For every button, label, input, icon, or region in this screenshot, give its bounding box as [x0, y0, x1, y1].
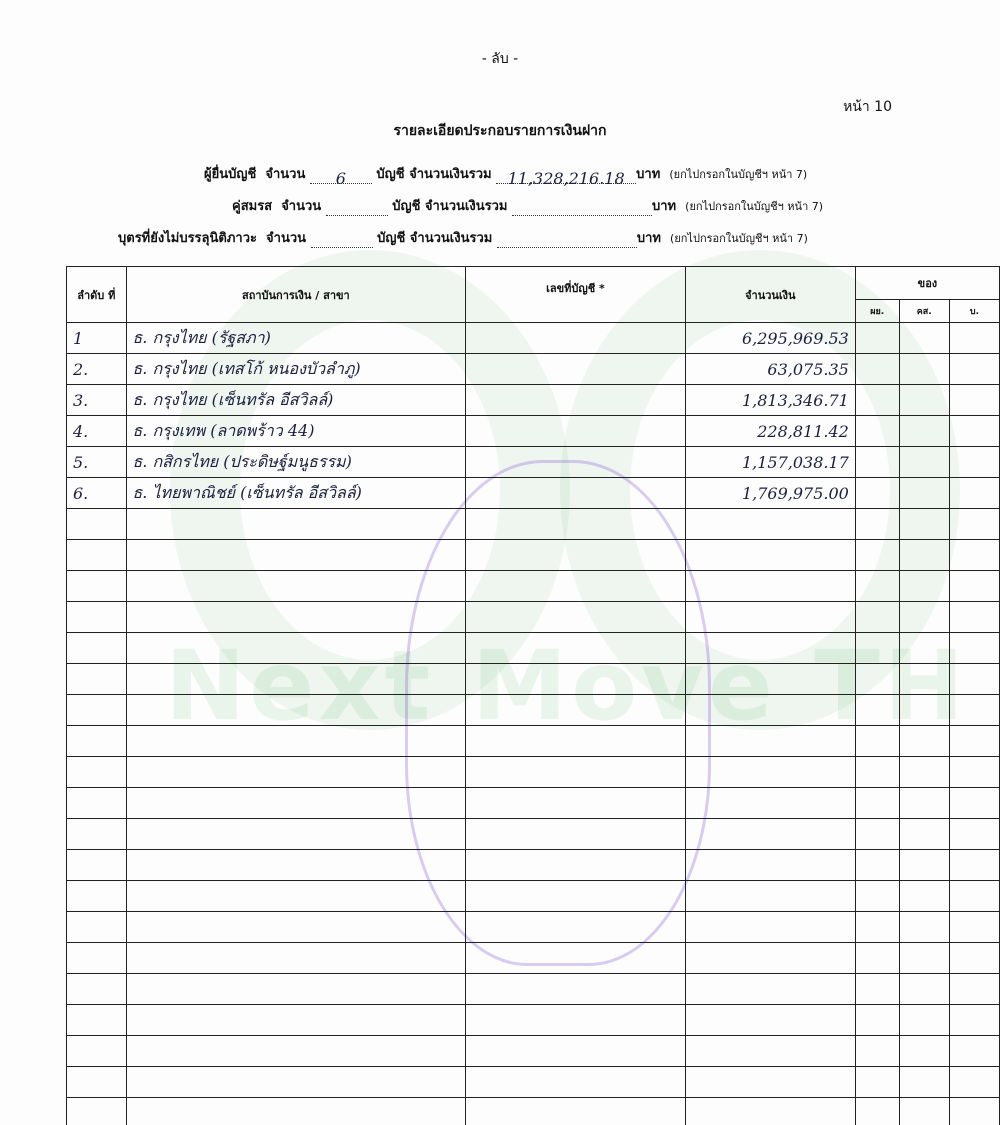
- row-owner-declarant: [855, 385, 899, 416]
- empty-table-row: [67, 943, 1000, 974]
- row-account-no: [466, 695, 686, 726]
- row-amount: [685, 633, 855, 664]
- summary-label: บุตรที่ยังไม่บรรลุนิติภาวะ: [118, 231, 257, 246]
- unit-label: บาท: [636, 231, 661, 246]
- row-index: [67, 1036, 127, 1067]
- row-owner-declarant: [855, 664, 899, 695]
- row-owner-declarant: [855, 1067, 899, 1098]
- row-amount: [685, 974, 855, 1005]
- row-owner-spouse: [899, 509, 949, 540]
- row-owner-spouse: [899, 633, 949, 664]
- row-account-no: [466, 757, 686, 788]
- row-owner-spouse: [899, 726, 949, 757]
- row-account-no: [466, 633, 686, 664]
- row-owner-declarant: [855, 478, 899, 509]
- header-owner-child: บ.: [949, 300, 999, 323]
- row-owner-declarant: [855, 509, 899, 540]
- accounts-label: บัญชี จำนวนเงินรวม: [377, 231, 493, 246]
- row-owner-child: [949, 416, 999, 447]
- row-index: [67, 943, 127, 974]
- empty-table-row: [67, 912, 1000, 943]
- header-account-no: เลขที่บัญชี *: [466, 267, 686, 323]
- row-account-no: [466, 416, 686, 447]
- total-value: [497, 233, 637, 248]
- empty-table-row: [67, 850, 1000, 881]
- note: (ยกไปกรอกในบัญชีฯ หน้า 7): [670, 232, 808, 245]
- row-institution: [126, 664, 466, 695]
- watermark-text: Next Move TH: [165, 630, 969, 742]
- total-value: [512, 201, 652, 216]
- row-index: [67, 1067, 127, 1098]
- classification-label: - ลับ -: [481, 51, 519, 67]
- row-institution: [126, 850, 466, 881]
- row-owner-child: [949, 788, 999, 819]
- page-title: รายละเอียดประกอบรายการเงินฝาก: [393, 123, 607, 139]
- row-account-no: [466, 1067, 686, 1098]
- table-row: [67, 447, 1000, 478]
- table-row: [67, 354, 1000, 385]
- row-amount: 1,769,975.00: [685, 478, 855, 509]
- row-amount: [685, 540, 855, 571]
- row-owner-child: [949, 478, 999, 509]
- header-owner-declarant: ผย.: [855, 300, 899, 323]
- row-index: [67, 819, 127, 850]
- row-institution: [126, 540, 466, 571]
- row-amount: [685, 850, 855, 881]
- row-owner-spouse: [899, 974, 949, 1005]
- row-amount: 1,157,038.17: [685, 447, 855, 478]
- row-amount: 63,075.35: [685, 354, 855, 385]
- row-amount: 228,811.42: [685, 416, 855, 447]
- row-owner-child: [949, 757, 999, 788]
- row-owner-child: [949, 633, 999, 664]
- row-index: [67, 726, 127, 757]
- row-account-no: [466, 447, 686, 478]
- row-amount: 1,813,346.71: [685, 385, 855, 416]
- row-institution: ธ. กสิกรไทย (ประดิษฐ์มนูธรรม): [126, 447, 466, 478]
- row-index: [67, 1005, 127, 1036]
- row-institution: ธ. กรุงเทพ (ลาดพร้าว 44): [126, 416, 466, 447]
- note: (ยกไปกรอกในบัญชีฯ หน้า 7): [685, 200, 824, 213]
- row-index: [67, 571, 127, 602]
- row-owner-spouse: [899, 912, 949, 943]
- row-account-no: [466, 943, 686, 974]
- row-index: [67, 912, 127, 943]
- row-owner-declarant: [855, 602, 899, 633]
- row-owner-spouse: [899, 478, 949, 509]
- row-owner-declarant: [855, 974, 899, 1005]
- row-amount: [685, 695, 855, 726]
- row-owner-child: [949, 385, 999, 416]
- header-institution: สถาบันการเงิน / สาขา: [126, 267, 466, 323]
- row-owner-spouse: [899, 1067, 949, 1098]
- row-amount: [685, 726, 855, 757]
- row-owner-child: [949, 509, 999, 540]
- row-owner-child: [949, 1098, 999, 1125]
- row-account-no: [466, 726, 686, 757]
- row-index: 3.: [67, 385, 127, 416]
- count-value: 6: [310, 169, 372, 184]
- row-owner-spouse: [899, 602, 949, 633]
- row-account-no: [466, 509, 686, 540]
- table-row: [67, 478, 1000, 509]
- empty-table-row: [67, 974, 1000, 1005]
- row-owner-child: [949, 447, 999, 478]
- header-owner: ของ: [855, 267, 999, 300]
- row-owner-spouse: [899, 695, 949, 726]
- row-owner-declarant: [855, 695, 899, 726]
- row-owner-spouse: [899, 416, 949, 447]
- deposit-table: [66, 266, 1000, 1125]
- count-label: จำนวน: [281, 199, 322, 214]
- row-account-no: [466, 788, 686, 819]
- count-label: จำนวน: [266, 231, 307, 246]
- row-owner-declarant: [855, 726, 899, 757]
- row-owner-child: [949, 602, 999, 633]
- row-amount: [685, 881, 855, 912]
- empty-table-row: [67, 726, 1000, 757]
- row-institution: [126, 1067, 466, 1098]
- row-owner-spouse: [899, 757, 949, 788]
- row-institution: [126, 602, 466, 633]
- empty-table-row: [67, 1005, 1000, 1036]
- row-institution: ธ. กรุงไทย (เทสโก้ หนองบัวลำภู): [126, 354, 466, 385]
- row-owner-spouse: [899, 571, 949, 602]
- row-institution: ธ. ไทยพาณิชย์ (เซ็นทรัล อีสวิลล์): [126, 478, 466, 509]
- count-value: [311, 233, 373, 248]
- row-amount: [685, 1067, 855, 1098]
- row-index: [67, 695, 127, 726]
- row-owner-child: [949, 726, 999, 757]
- row-index: [67, 788, 127, 819]
- row-owner-declarant: [855, 540, 899, 571]
- row-amount: [685, 943, 855, 974]
- row-index: 1: [67, 323, 127, 354]
- row-owner-spouse: [899, 447, 949, 478]
- empty-table-row: [67, 881, 1000, 912]
- row-owner-child: [949, 850, 999, 881]
- empty-table-row: [67, 695, 1000, 726]
- row-institution: [126, 943, 466, 974]
- row-amount: [685, 664, 855, 695]
- row-owner-child: [949, 323, 999, 354]
- row-owner-child: [949, 819, 999, 850]
- row-account-no: [466, 540, 686, 571]
- row-owner-child: [949, 664, 999, 695]
- row-owner-spouse: [899, 881, 949, 912]
- row-owner-child: [949, 974, 999, 1005]
- row-index: 2.: [67, 354, 127, 385]
- header-index: ลำดับ ที่: [67, 267, 127, 323]
- row-account-no: [466, 912, 686, 943]
- page-number: หน้า 10: [843, 99, 892, 115]
- row-account-no: [466, 478, 686, 509]
- summary-declarant: [204, 163, 808, 188]
- row-owner-spouse: [899, 354, 949, 385]
- total-value: 11,328,216.18: [496, 169, 636, 184]
- empty-table-row: [67, 571, 1000, 602]
- summary-children: [118, 227, 808, 248]
- row-owner-declarant: [855, 1098, 899, 1125]
- row-account-no: [466, 385, 686, 416]
- row-owner-spouse: [899, 850, 949, 881]
- row-account-no: [466, 602, 686, 633]
- row-institution: [126, 1036, 466, 1067]
- row-owner-child: [949, 1005, 999, 1036]
- empty-table-row: [67, 509, 1000, 540]
- row-owner-child: [949, 912, 999, 943]
- count-value: [326, 201, 388, 216]
- row-amount: [685, 912, 855, 943]
- row-institution: [126, 788, 466, 819]
- header-owner-spouse: คส.: [899, 300, 949, 323]
- row-institution: [126, 881, 466, 912]
- row-owner-declarant: [855, 1036, 899, 1067]
- accounts-label: บัญชี จำนวนเงินรวม: [392, 199, 508, 214]
- row-owner-declarant: [855, 571, 899, 602]
- empty-table-row: [67, 1098, 1000, 1125]
- row-owner-child: [949, 1067, 999, 1098]
- row-amount: [685, 1098, 855, 1125]
- row-institution: [126, 819, 466, 850]
- row-owner-child: [949, 1036, 999, 1067]
- row-account-no: [466, 1036, 686, 1067]
- table-row: [67, 385, 1000, 416]
- summary-label: ผู้ยื่นบัญชี: [204, 167, 257, 182]
- row-owner-child: [949, 695, 999, 726]
- row-account-no: [466, 881, 686, 912]
- row-account-no: [466, 1098, 686, 1125]
- row-institution: [126, 726, 466, 757]
- empty-table-row: [67, 1036, 1000, 1067]
- row-account-no: [466, 1005, 686, 1036]
- row-amount: [685, 602, 855, 633]
- row-institution: [126, 757, 466, 788]
- row-institution: [126, 509, 466, 540]
- row-owner-declarant: [855, 912, 899, 943]
- row-institution: [126, 571, 466, 602]
- row-institution: [126, 633, 466, 664]
- summary-spouse: [232, 195, 823, 216]
- accounts-label: บัญชี จำนวนเงินรวม: [376, 167, 492, 182]
- note: (ยกไปกรอกในบัญชีฯ หน้า 7): [669, 168, 808, 181]
- row-institution: [126, 912, 466, 943]
- empty-table-row: [67, 540, 1000, 571]
- empty-table-row: [67, 633, 1000, 664]
- row-account-no: [466, 323, 686, 354]
- row-index: [67, 602, 127, 633]
- row-amount: [685, 1036, 855, 1067]
- row-owner-spouse: [899, 819, 949, 850]
- row-account-no: [466, 354, 686, 385]
- row-amount: [685, 788, 855, 819]
- row-account-no: [466, 974, 686, 1005]
- row-owner-declarant: [855, 633, 899, 664]
- row-index: [67, 664, 127, 695]
- row-index: [67, 1098, 127, 1125]
- header-amount: จำนวนเงิน: [685, 267, 855, 323]
- row-owner-spouse: [899, 1005, 949, 1036]
- row-owner-declarant: [855, 788, 899, 819]
- empty-table-row: [67, 819, 1000, 850]
- row-index: 5.: [67, 447, 127, 478]
- row-owner-child: [949, 943, 999, 974]
- row-amount: 6,295,969.53: [685, 323, 855, 354]
- row-index: [67, 757, 127, 788]
- table-row: [67, 323, 1000, 354]
- row-institution: [126, 1005, 466, 1036]
- row-owner-declarant: [855, 881, 899, 912]
- row-account-no: [466, 664, 686, 695]
- row-account-no: [466, 571, 686, 602]
- row-institution: [126, 974, 466, 1005]
- row-index: 4.: [67, 416, 127, 447]
- row-owner-spouse: [899, 385, 949, 416]
- row-owner-spouse: [899, 540, 949, 571]
- table-row: [67, 416, 1000, 447]
- row-owner-spouse: [899, 1036, 949, 1067]
- row-owner-spouse: [899, 788, 949, 819]
- empty-table-row: [67, 1067, 1000, 1098]
- row-owner-declarant: [855, 850, 899, 881]
- row-owner-declarant: [855, 819, 899, 850]
- row-owner-child: [949, 881, 999, 912]
- row-owner-declarant: [855, 416, 899, 447]
- row-amount: [685, 819, 855, 850]
- row-index: 6.: [67, 478, 127, 509]
- row-owner-child: [949, 354, 999, 385]
- row-index: [67, 850, 127, 881]
- row-institution: [126, 1098, 466, 1125]
- row-owner-child: [949, 571, 999, 602]
- row-amount: [685, 571, 855, 602]
- row-index: [67, 633, 127, 664]
- row-owner-declarant: [855, 323, 899, 354]
- count-label: จำนวน: [265, 167, 306, 182]
- row-amount: [685, 757, 855, 788]
- row-institution: [126, 695, 466, 726]
- row-account-no: [466, 850, 686, 881]
- empty-table-row: [67, 788, 1000, 819]
- unit-label: บาท: [636, 167, 661, 182]
- row-index: [67, 881, 127, 912]
- row-owner-declarant: [855, 943, 899, 974]
- row-owner-spouse: [899, 323, 949, 354]
- row-index: [67, 509, 127, 540]
- row-index: [67, 540, 127, 571]
- empty-table-row: [67, 664, 1000, 695]
- summary-label: คู่สมรส: [232, 199, 273, 214]
- row-owner-declarant: [855, 354, 899, 385]
- empty-table-row: [67, 757, 1000, 788]
- row-institution: ธ. กรุงไทย (เซ็นทรัล อีสวิลล์): [126, 385, 466, 416]
- row-amount: [685, 509, 855, 540]
- row-owner-spouse: [899, 1098, 949, 1125]
- row-account-no: [466, 819, 686, 850]
- row-index: [67, 974, 127, 1005]
- row-amount: [685, 1005, 855, 1036]
- row-owner-spouse: [899, 943, 949, 974]
- row-institution: ธ. กรุงไทย (รัฐสภา): [126, 323, 466, 354]
- row-owner-child: [949, 540, 999, 571]
- row-owner-spouse: [899, 664, 949, 695]
- unit-label: บาท: [651, 199, 677, 214]
- row-owner-declarant: [855, 757, 899, 788]
- empty-table-row: [67, 602, 1000, 633]
- row-owner-declarant: [855, 1005, 899, 1036]
- row-owner-declarant: [855, 447, 899, 478]
